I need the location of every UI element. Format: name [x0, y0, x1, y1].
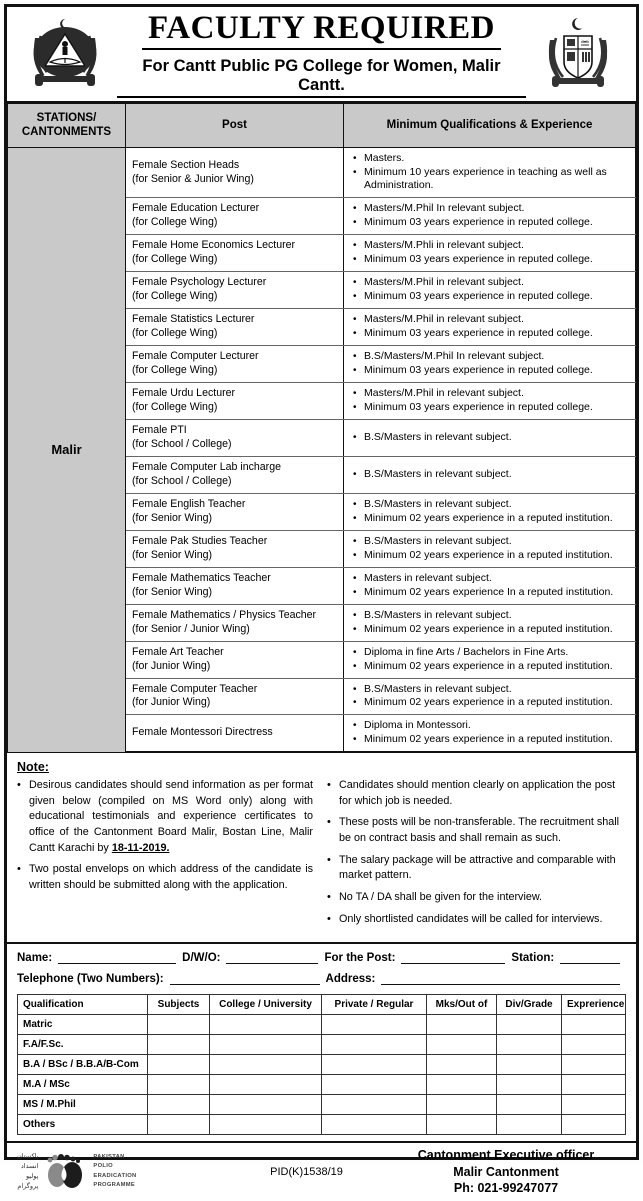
note-item — [327, 778, 626, 809]
post-title: Female Computer Teacher — [132, 682, 258, 695]
qualification-item — [353, 719, 629, 733]
qual-column-header: Exprerience — [562, 994, 626, 1014]
qual-input-cell[interactable] — [562, 1094, 626, 1114]
qualification-item — [353, 660, 629, 674]
bullet-icon: • — [353, 401, 357, 413]
qualification-item — [353, 239, 629, 253]
polio-urdu-line: انسداد — [20, 1163, 39, 1171]
post-cell — [126, 567, 344, 604]
qualification-item — [353, 696, 629, 710]
polio-programme-text — [93, 1153, 136, 1191]
name-input[interactable] — [58, 953, 176, 964]
bullet-icon: • — [353, 365, 357, 377]
post-wing: (for College Wing) — [132, 253, 218, 266]
qualification-text: Diploma in fine Arts / Bachelors in Fine Arts. — [364, 645, 569, 658]
bullet-icon: • — [327, 779, 331, 792]
qualification-cell — [344, 493, 636, 530]
note-item — [327, 890, 626, 906]
polio-programme-logo — [17, 1152, 197, 1191]
post-label: For the Post: — [324, 951, 396, 964]
qualification-item — [353, 572, 629, 586]
table-header-row — [8, 104, 636, 148]
qualification-item — [353, 468, 629, 482]
header-titles — [117, 10, 526, 97]
qual-input-cell[interactable] — [427, 1074, 497, 1094]
qual-input-cell[interactable] — [427, 1054, 497, 1074]
qual-input-cell[interactable] — [562, 1074, 626, 1094]
post-wing: (for College Wing) — [132, 364, 218, 377]
qualification-item — [353, 166, 629, 194]
table-row — [8, 147, 636, 198]
bullet-icon: • — [353, 203, 357, 215]
post-cell — [126, 419, 344, 456]
qual-input-cell[interactable] — [148, 1074, 210, 1094]
qualification-text: B.S/Masters/M.Phil In relevant subject. — [364, 350, 545, 363]
qualification-text: B.S/Masters in relevant subject. — [364, 608, 512, 621]
dwo-label: D/W/O: — [182, 951, 221, 964]
polio-urdu-line: پاکستان — [17, 1153, 39, 1161]
qualification-item — [353, 683, 629, 697]
qualification-item — [353, 401, 629, 415]
qual-input-cell[interactable] — [427, 1034, 497, 1054]
qualification-cell — [344, 641, 636, 678]
bullet-icon: • — [353, 277, 357, 289]
column-header-qualifications: Minimum Qualifications & Experience — [344, 104, 636, 148]
qualification-item — [353, 549, 629, 563]
note-text: No TA / DA shall be given for the interview. — [339, 891, 543, 904]
post-wing: (for Junior Wing) — [132, 659, 211, 672]
qualification-item — [353, 512, 629, 526]
qual-input-cell[interactable] — [210, 1114, 322, 1134]
polio-urdu-line: پروگرام — [17, 1182, 39, 1190]
qualification-text: Diploma in Montessori. — [364, 719, 471, 732]
post-title: Female PTI — [132, 423, 187, 436]
qual-row-label: Matric — [18, 1014, 148, 1034]
bullet-icon: • — [327, 816, 331, 829]
post-title: Female Statistics Lecturer — [132, 313, 255, 326]
form-row-contact — [17, 973, 626, 985]
post-wing: (for College Wing) — [132, 400, 218, 413]
qual-input-cell[interactable] — [562, 1114, 626, 1134]
bullet-icon: • — [353, 291, 357, 303]
qual-row-label: Others — [18, 1114, 148, 1134]
post-wing: (for School / College) — [132, 474, 232, 487]
bullet-icon: • — [353, 240, 357, 252]
post-cell — [126, 456, 344, 493]
qual-table-row — [18, 1034, 626, 1054]
post-wing: (for Junior Wing) — [132, 696, 211, 709]
station-cell: Malir — [8, 147, 126, 752]
qualification-item — [353, 202, 629, 216]
qualification-item — [353, 152, 629, 166]
post-cell — [126, 346, 344, 383]
qual-input-cell[interactable] — [322, 1094, 427, 1114]
post-cell — [126, 493, 344, 530]
qual-input-cell[interactable] — [210, 1014, 322, 1034]
qual-input-cell[interactable] — [322, 1034, 427, 1054]
note-text: Candidates should mention clearly on application the post for which job is needed. — [339, 779, 616, 807]
bullet-icon: • — [353, 549, 357, 561]
vacancies-table — [7, 103, 636, 753]
post-wing: (for Senior Wing) — [132, 511, 213, 524]
post-wing: (for College Wing) — [132, 290, 218, 303]
post-cell — [126, 147, 344, 198]
note-right-column — [327, 778, 626, 934]
qual-table-row — [18, 1074, 626, 1094]
post-title: Female Home Economics Lecturer — [132, 239, 296, 252]
station-input[interactable] — [560, 953, 620, 964]
contact-cantonment: Malir Cantonment — [453, 1164, 559, 1179]
college-emblem-logo — [13, 10, 117, 98]
qualification-cell — [344, 678, 636, 715]
bullet-icon: • — [17, 863, 21, 876]
qualification-text: B.S/Masters in relevant subject. — [364, 682, 512, 695]
address-label: Address: — [325, 972, 376, 985]
polio-footprints-icon — [42, 1153, 88, 1191]
qual-input-cell[interactable] — [497, 1034, 562, 1054]
bullet-icon: • — [17, 779, 21, 792]
qualification-item — [353, 609, 629, 623]
qual-row-label: B.A / BSc / B.B.A/B-Com — [18, 1054, 148, 1074]
bullet-icon: • — [353, 609, 357, 621]
qualification-text: Minimum 03 years experience in reputed college. — [364, 216, 593, 229]
post-title: Female Art Teacher — [132, 645, 224, 658]
qualification-item — [353, 733, 629, 747]
qualification-text: Minimum 03 years experience in reputed college. — [364, 327, 593, 340]
note-text: Only shortlisted candidates will be called for interviews. — [339, 912, 603, 925]
qualification-item — [353, 290, 629, 304]
qual-column-header: Div/Grade — [497, 994, 562, 1014]
bullet-icon: • — [353, 660, 357, 672]
qual-column-header: College / University — [210, 994, 322, 1014]
qual-input-cell[interactable] — [210, 1054, 322, 1074]
post-cell — [126, 604, 344, 641]
qual-input-cell[interactable] — [322, 1074, 427, 1094]
qualification-item — [353, 586, 629, 600]
qualification-cell — [344, 456, 636, 493]
qualification-item — [353, 350, 629, 364]
note-section — [7, 753, 636, 944]
page-title: FACULTY REQUIRED — [142, 10, 501, 49]
qual-input-cell[interactable] — [497, 1074, 562, 1094]
qualification-text: Masters/M.Phil in relevant subject. — [364, 313, 524, 326]
qualification-text: Minimum 02 years experience in a reputed institution. — [364, 659, 613, 672]
qualification-cell — [344, 272, 636, 309]
qualification-cell — [344, 198, 636, 235]
qualification-text: Masters. — [364, 151, 405, 164]
application-form — [7, 944, 636, 1143]
qualification-text: Minimum 02 years experience in a reputed institution. — [364, 622, 613, 635]
bullet-icon: • — [353, 152, 357, 164]
note-left-column — [17, 778, 313, 934]
bullet-icon: • — [353, 512, 357, 524]
qual-input-cell[interactable] — [427, 1114, 497, 1134]
qualification-text: Minimum 03 years experience in reputed college. — [364, 290, 593, 303]
qualification-cell — [344, 235, 636, 272]
post-wing: (for College Wing) — [132, 327, 218, 340]
qualification-header-row — [18, 994, 626, 1014]
bullet-icon: • — [353, 166, 357, 178]
polio-urdu-text — [17, 1152, 38, 1191]
qualification-item — [353, 276, 629, 290]
qual-column-header: Private / Regular — [322, 994, 427, 1014]
qual-input-cell[interactable] — [210, 1094, 322, 1114]
bullet-icon: • — [353, 351, 357, 363]
post-input[interactable] — [401, 953, 505, 964]
qual-input-cell[interactable] — [148, 1034, 210, 1054]
qualification-text: Minimum 03 years experience in reputed college. — [364, 253, 593, 266]
bullet-icon: • — [327, 912, 331, 925]
note-text: These posts will be non-transferable. The recruitment shall be on contract basis and shall remain as such. — [339, 816, 620, 845]
post-wing: (for Senior & Junior Wing) — [132, 172, 254, 185]
post-cell — [126, 678, 344, 715]
qualification-text: Minimum 02 years experience in a reputed institution. — [364, 696, 613, 709]
note-text: Two postal envelops on which address of the candidate is written should be submitted along with the application. — [29, 863, 313, 892]
qual-input-cell[interactable] — [322, 1054, 427, 1074]
qual-input-cell[interactable] — [497, 1114, 562, 1134]
post-title: Female English Teacher — [132, 497, 246, 510]
qualification-text: Minimum 03 years experience in reputed college. — [364, 400, 593, 413]
qualification-cell — [344, 383, 636, 420]
pakistan-state-emblem-logo — [526, 10, 630, 98]
qual-column-header: Subjects — [148, 994, 210, 1014]
post-wing: (for Senior / Junior Wing) — [132, 622, 250, 635]
post-cell — [126, 235, 344, 272]
bullet-icon: • — [353, 683, 357, 695]
qualification-text: Masters/M.Phil In relevant subject. — [364, 202, 525, 215]
qualification-text: B.S/Masters in relevant subject. — [364, 534, 512, 547]
post-wing: (for Senior Wing) — [132, 548, 213, 561]
qual-input-cell[interactable] — [148, 1114, 210, 1134]
bullet-icon: • — [353, 646, 357, 658]
qualification-text: Minimum 02 years experience In a reputed institution. — [364, 585, 614, 598]
qual-table-row — [18, 1014, 626, 1034]
qual-input-cell[interactable] — [210, 1034, 322, 1054]
qualification-cell — [344, 346, 636, 383]
qualification-cell — [344, 715, 636, 752]
telephone-input[interactable] — [170, 974, 320, 985]
qualification-text: Masters/M.Phil in relevant subject. — [364, 387, 524, 400]
contact-officer: Cantonment Executive officer — [417, 1148, 595, 1163]
qual-input-cell[interactable] — [210, 1074, 322, 1094]
qualification-item — [353, 313, 629, 327]
qual-table-row — [18, 1114, 626, 1134]
post-title: Female Mathematics Teacher — [132, 571, 271, 584]
qual-input-cell[interactable] — [562, 1014, 626, 1034]
qualification-item — [353, 387, 629, 401]
page-subtitle: For Cantt Public PG College for Women, Malir Cantt. — [117, 57, 526, 98]
qualification-text: Minimum 02 years experience in a reputed institution. — [364, 548, 613, 561]
note-item — [17, 778, 313, 856]
post-cell — [126, 641, 344, 678]
post-cell — [126, 309, 344, 346]
qual-input-cell[interactable] — [148, 1094, 210, 1114]
post-wing: (for College Wing) — [132, 216, 218, 229]
dwo-input[interactable] — [226, 953, 318, 964]
qualification-item — [353, 364, 629, 378]
post-title: Female Computer Lab incharge — [132, 460, 281, 473]
qual-input-cell[interactable] — [562, 1054, 626, 1074]
deadline-date: 18-11-2019. — [111, 841, 170, 854]
post-cell — [126, 272, 344, 309]
qual-row-label: M.A / MSc — [18, 1074, 148, 1094]
qualification-text: Masters/M.Phli in relevant subject. — [364, 239, 524, 252]
polio-urdu-line: پولیو — [25, 1172, 39, 1180]
post-cell — [126, 530, 344, 567]
qual-row-label: F.A/F.Sc. — [18, 1034, 148, 1054]
qualification-text: Masters/M.Phil in relevant subject. — [364, 276, 524, 289]
page-footer — [7, 1143, 636, 1201]
station-label: Station: — [511, 951, 555, 964]
post-title: Female Mathematics / Physics Teacher — [132, 608, 317, 621]
bullet-icon: • — [353, 535, 357, 547]
pid-number: PID(K)1538/19 — [270, 1165, 343, 1178]
qualification-cell — [344, 147, 636, 198]
qualification-item — [353, 431, 629, 445]
post-title: Female Section Heads — [132, 158, 240, 171]
bullet-icon: • — [353, 498, 357, 510]
qualification-text: B.S/Masters in relevant subject. — [364, 497, 512, 510]
bullet-icon: • — [353, 388, 357, 400]
post-cell — [126, 715, 344, 752]
polio-text-line: ERADICATION — [93, 1172, 137, 1179]
post-wing: (for Senior Wing) — [132, 585, 213, 598]
qualification-cell — [344, 530, 636, 567]
qualification-text: Minimum 02 years experience in a reputed institution. — [364, 511, 613, 524]
form-row-identity — [17, 952, 626, 964]
qual-column-header: Mks/Out of — [427, 994, 497, 1014]
bullet-icon: • — [353, 217, 357, 229]
note-text: The salary package will be attractive and comparable with market pattern. — [339, 853, 616, 882]
qualification-text: Minimum 03 years experience in reputed college. — [364, 364, 593, 377]
post-title: Female Urdu Lecturer — [132, 387, 236, 400]
bullet-icon: • — [353, 254, 357, 266]
qualification-text: Minimum 10 years experience in teaching as well as Administration. — [364, 165, 607, 192]
qualification-cell — [344, 309, 636, 346]
bullet-icon: • — [353, 468, 357, 480]
qual-input-cell[interactable] — [148, 1054, 210, 1074]
qualification-text: Minimum 02 years experience in a reputed institution. — [364, 733, 613, 746]
post-title: Female Computer Lecturer — [132, 350, 259, 363]
qual-input-cell[interactable] — [427, 1014, 497, 1034]
contact-block — [386, 1147, 626, 1197]
qualification-cell — [344, 567, 636, 604]
name-label: Name: — [17, 951, 53, 964]
bullet-icon: • — [353, 314, 357, 326]
note-item — [327, 815, 626, 846]
post-title: Female Psychology Lecturer — [132, 276, 267, 289]
qualification-text: B.S/Masters in relevant subject. — [364, 430, 512, 443]
bullet-icon: • — [353, 431, 357, 443]
bullet-icon: • — [353, 572, 357, 584]
qual-input-cell[interactable] — [497, 1094, 562, 1114]
qualification-item — [353, 623, 629, 637]
note-item — [327, 853, 626, 884]
qual-input-cell[interactable] — [497, 1054, 562, 1074]
qualification-item — [353, 498, 629, 512]
post-title: Female Education Lecturer — [132, 202, 260, 215]
polio-text-line: PAKISTAN — [93, 1153, 125, 1160]
qual-input-cell[interactable] — [148, 1014, 210, 1034]
qualification-cell — [344, 604, 636, 641]
qualification-item — [353, 253, 629, 267]
qual-input-cell[interactable] — [427, 1094, 497, 1114]
qual-input-cell[interactable] — [322, 1014, 427, 1034]
advertisement-header — [7, 7, 636, 103]
post-title: Female Montessori Directress — [132, 726, 273, 739]
qualification-item — [353, 216, 629, 230]
qualification-text: Masters in relevant subject. — [364, 571, 492, 584]
column-header-stations: STATIONS/ CANTONMENTS — [8, 104, 126, 148]
address-input[interactable] — [381, 974, 620, 985]
qualification-table — [17, 994, 626, 1135]
advertisement-frame — [4, 4, 639, 1196]
telephone-label: Telephone (Two Numbers): — [17, 972, 164, 985]
post-wing: (for School / College) — [132, 437, 232, 450]
bullet-icon: • — [353, 586, 357, 598]
note-text: Desirous candidates should send information as per format given below (compiled on MS Word only) along with educational testimonials and experience certificates to office of the Cantonment Board Malir, Bostan Line, Malir Cantt Karachi by — [29, 779, 313, 854]
bullet-icon: • — [327, 891, 331, 904]
note-title: Note: — [17, 760, 49, 775]
qualification-cell — [344, 419, 636, 456]
post-title: Female Pak Studies Teacher — [132, 534, 268, 547]
column-header-post: Post — [126, 104, 344, 148]
note-item — [17, 862, 313, 893]
bullet-icon: • — [353, 720, 357, 732]
qual-input-cell[interactable] — [562, 1034, 626, 1054]
qualification-item — [353, 646, 629, 660]
qualification-text: B.S/Masters in relevant subject. — [364, 467, 512, 480]
bullet-icon: • — [353, 623, 357, 635]
qual-table-row — [18, 1054, 626, 1074]
qual-table-row — [18, 1094, 626, 1114]
post-cell — [126, 383, 344, 420]
bullet-icon: • — [353, 328, 357, 340]
polio-text-line: POLIO — [93, 1163, 113, 1170]
bullet-icon: • — [327, 853, 331, 866]
contact-phone: Ph: 021-99247077 — [453, 1181, 559, 1196]
qual-input-cell[interactable] — [497, 1014, 562, 1034]
qual-row-label: MS / M.Phil — [18, 1094, 148, 1114]
bullet-icon: • — [353, 697, 357, 709]
qual-column-header: Qualification — [18, 994, 148, 1014]
polio-text-line: PROGRAMME — [93, 1182, 136, 1189]
note-item — [327, 912, 626, 928]
qual-input-cell[interactable] — [322, 1114, 427, 1134]
qualification-item — [353, 535, 629, 549]
bullet-icon: • — [353, 734, 357, 746]
post-cell — [126, 198, 344, 235]
qualification-item — [353, 327, 629, 341]
